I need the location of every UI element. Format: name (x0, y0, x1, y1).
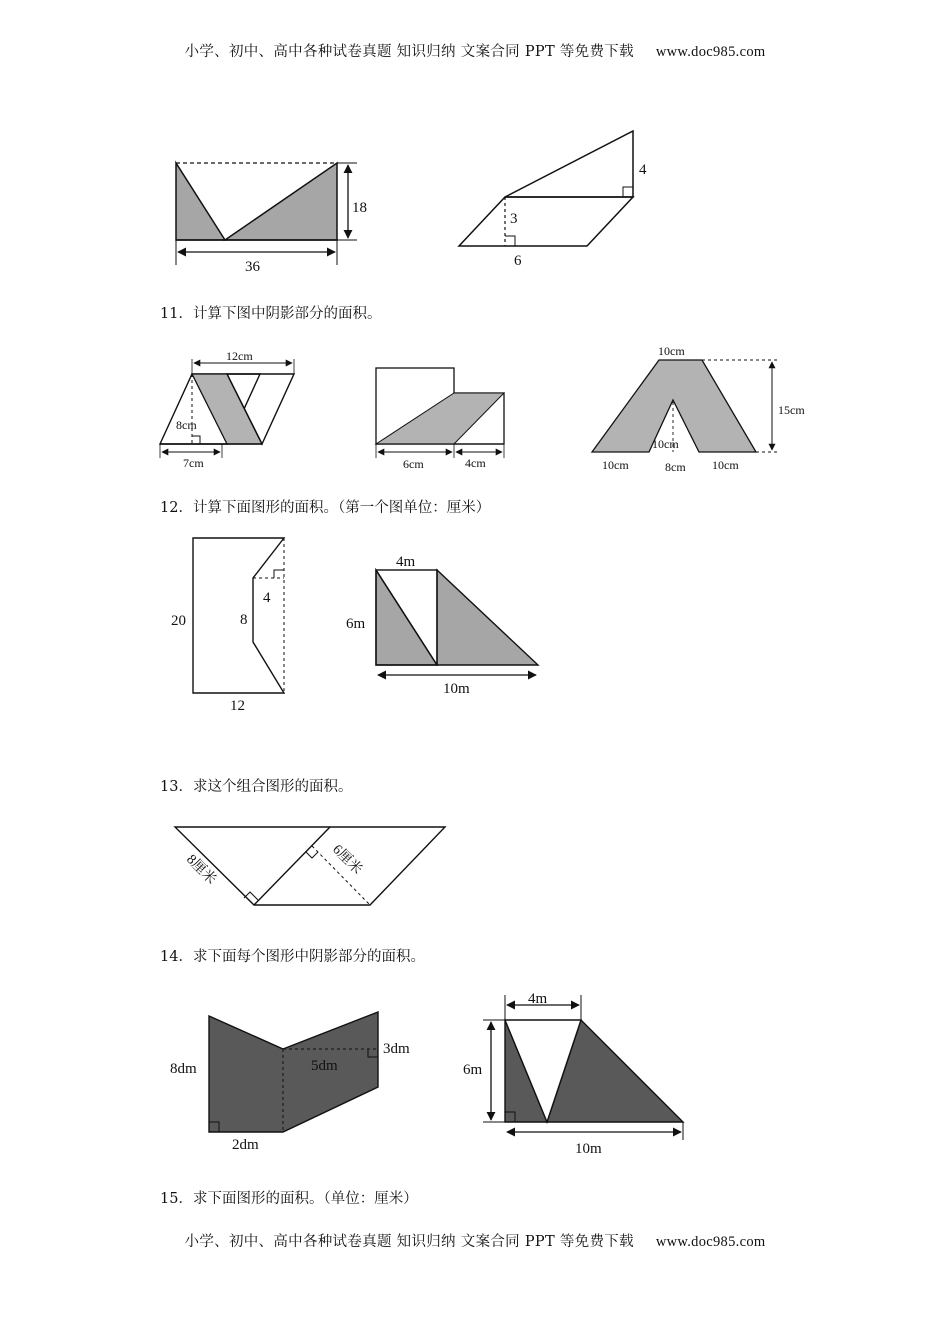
label-10cm-top: 10cm (658, 344, 685, 358)
label-12cm: 12cm (226, 349, 253, 363)
q14-figure-2 (455, 985, 695, 1165)
question-12: 12．计算下面图形的面积。（第一个图单位：厘米） (160, 500, 491, 516)
label-6-cm: 6厘米 (329, 842, 365, 878)
page-header (0, 40, 950, 61)
top-figure-2 (455, 125, 675, 275)
label-3dm: 3dm (383, 1041, 410, 1057)
label-5dm: 5dm (311, 1058, 338, 1074)
label-6cm: 6cm (403, 457, 424, 471)
label-10cm-inner: 10cm (652, 437, 679, 451)
label-4m: 4m (396, 554, 416, 570)
label-12: 12 (230, 698, 245, 714)
question-11: 11．计算下图中阴影部分的面积。 (160, 306, 382, 322)
label-10cm-left: 10cm (602, 458, 629, 472)
label-8cm-bottom: 8cm (665, 460, 686, 474)
label-15cm: 15cm (778, 403, 805, 417)
q14-figure-1 (165, 1005, 425, 1155)
label-2dm: 2dm (232, 1137, 259, 1153)
header-site: www.doc985.com (655, 44, 766, 60)
q12-figure-2 (340, 550, 555, 700)
question-14: 14．求下面每个图形中阴影部分的面积。 (160, 949, 425, 965)
label-20: 20 (171, 613, 186, 629)
label-4: 4 (263, 590, 271, 606)
footer-text: 小学、初中、高中各种试卷真题 知识归纳 文案合同 PPT 等免费下载 (184, 1234, 634, 1250)
label-10m-bottom: 10m (575, 1141, 602, 1157)
label-6m: 6m (346, 616, 366, 632)
label-4m-top: 4m (528, 991, 548, 1007)
label-8dm: 8dm (170, 1061, 197, 1077)
label-7cm: 7cm (183, 456, 204, 470)
q11-figure-3 (585, 340, 815, 480)
q13-figure (170, 820, 455, 915)
q12-figure-1 (165, 530, 295, 720)
footer-site: www.doc985.com (655, 1234, 766, 1250)
page-footer (0, 1230, 950, 1251)
label-8cm: 8cm (176, 418, 197, 432)
question-13: 13．求这个组合图形的面积。 (160, 779, 353, 795)
label-4: 4 (639, 162, 647, 178)
label-8: 8 (240, 612, 248, 628)
label-3: 3 (510, 211, 518, 227)
header-text: 小学、初中、高中各种试卷真题 知识归纳 文案合同 PPT 等免费下载 (184, 44, 634, 60)
q11-figure-1 (155, 345, 305, 475)
label-36: 36 (245, 259, 260, 275)
label-10m: 10m (443, 681, 470, 697)
label-6: 6 (514, 253, 522, 269)
label-4cm: 4cm (465, 456, 486, 470)
question-15: 15．求下面图形的面积。（单位：厘米） (160, 1191, 418, 1207)
top-figure-1 (165, 150, 375, 280)
label-6m-left: 6m (463, 1062, 483, 1078)
label-8-cm: 8厘米 (183, 852, 219, 888)
q11-figure-2 (370, 360, 515, 475)
label-10cm-right: 10cm (712, 458, 739, 472)
label-18: 18 (352, 200, 367, 216)
